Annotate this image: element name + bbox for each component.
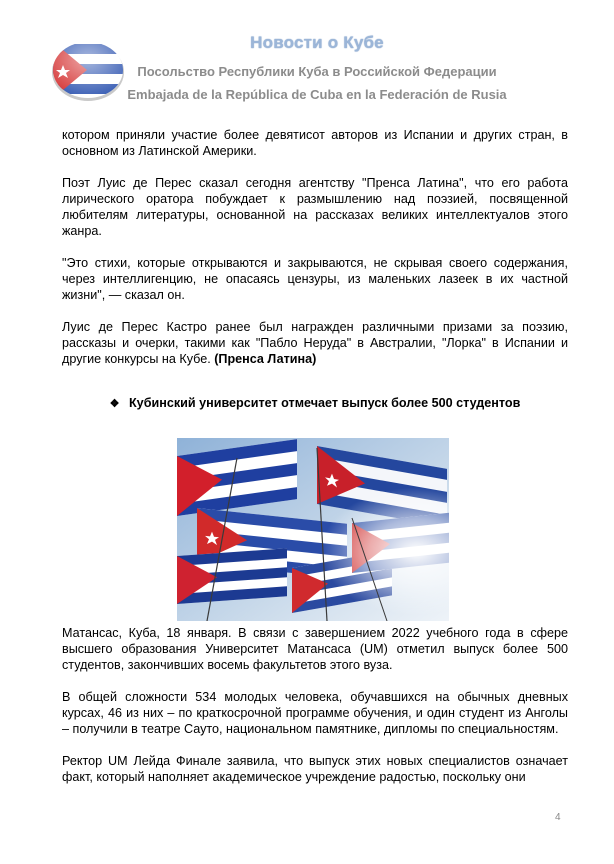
embassy-name-es: Embajada de la República de Cuba en la Federación de Rusia	[127, 87, 507, 102]
paragraph: Поэт Луис де Перес сказал сегодня агентству "Пренса Латина", что его работа лирического оратора побуждает к размышлению над поэзией, посвященной любителям литературы, основанной на рассказах великих интеллектуалов этого жанра.	[62, 176, 568, 238]
paragraph-text: Луис де Перес Кастро ранее был награжден различными призами за поэзию, рассказы и очерки, такими как "Пабло Неруда" в Австралии, "Лорка" в Испании и другие конкурсы на Кубе.	[62, 320, 568, 366]
page-number: 4	[555, 812, 561, 823]
source-credit: (Пренса Латина)	[214, 352, 317, 366]
paragraph	[62, 319, 568, 367]
article-heading-text: Кубинский университет отмечает выпуск более 500 студентов	[129, 396, 521, 410]
paragraph: В общей сложности 534 молодых человека, обучавшихся на обычных дневных курсах, 46 из них – по краткосрочной программе обучения, и один студент из Анголы – получили в театре Сауто, национальном памятнике, дипломы по специальностям.	[62, 690, 568, 736]
paragraph: Ректор UM Лейда Финале заявила, что выпуск этих новых специалистов означает факт, который наполняет академическое учреждение радостью, поскольку они	[62, 754, 568, 784]
paragraph: котором приняли участие более девятисот авторов из Испании и других стран, в основном из Латинской Америки.	[62, 128, 568, 158]
paragraph: Матансас, Куба, 18 января. В связи с завершением 2022 учебного года в сфере высшего образования Университет Матансаса (UM) отметил выпуск более 500 студентов, закончивших восемь факультетов этого вуза.	[62, 626, 568, 672]
diamond-bullet-icon: ❖	[109, 398, 120, 410]
paragraph: "Это стихи, которые открываются и закрываются, не скрывая своего содержания, через интеллигенцию, не опасаясь цензуры, из маленьких лазеек в их частной жизни", — сказал он.	[62, 256, 568, 302]
cuban-flags-photo	[177, 438, 449, 621]
newsletter-title: Новости о Кубе	[250, 33, 384, 52]
article-heading	[62, 395, 568, 412]
page-content	[62, 127, 568, 801]
embassy-name-ru: Посольство Республики Куба в Российской Федерации	[137, 64, 497, 79]
